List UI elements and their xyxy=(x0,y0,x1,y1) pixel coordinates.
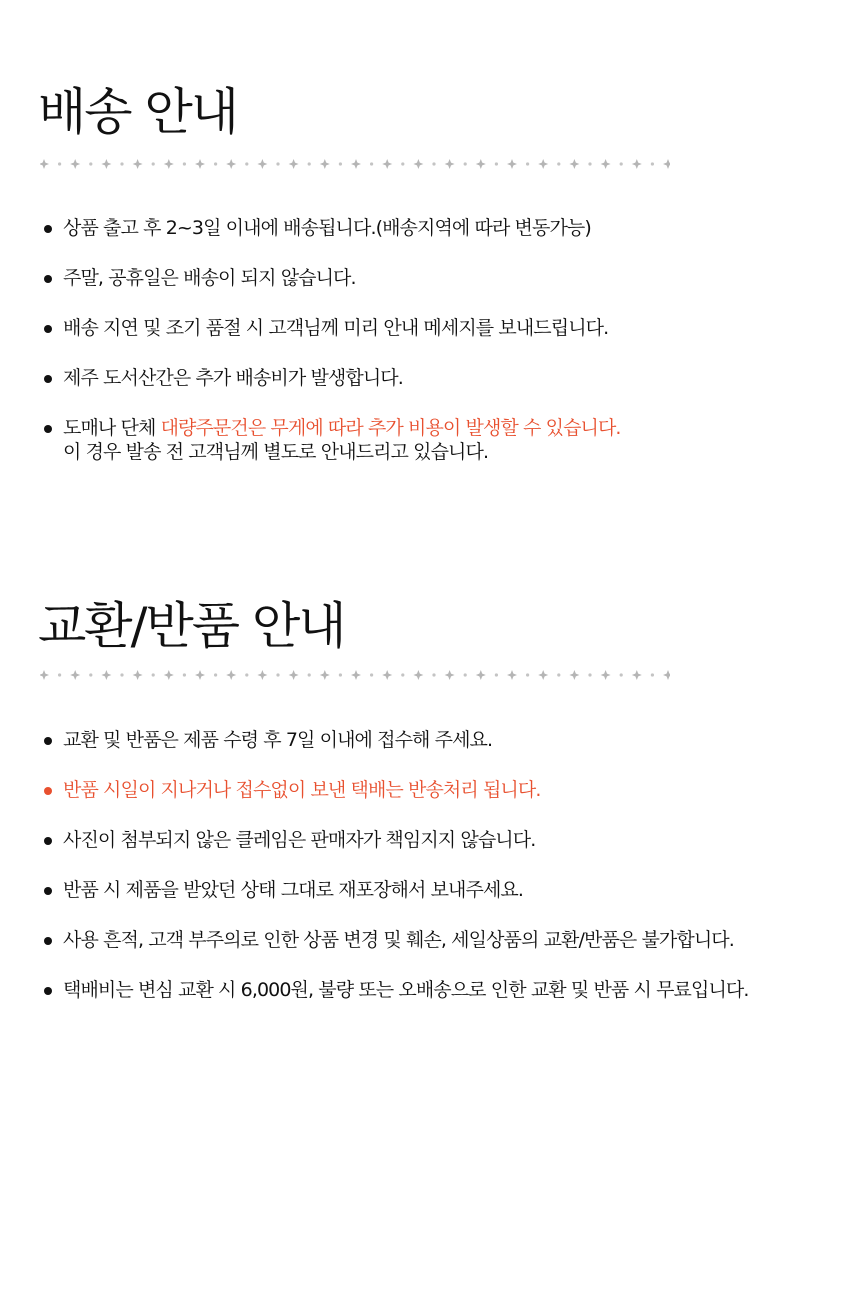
dot-icon xyxy=(245,673,248,676)
dot-icon xyxy=(620,162,623,165)
dot-icon xyxy=(588,162,591,165)
dot-icon xyxy=(339,673,342,676)
sparkle-icon xyxy=(257,670,267,680)
returns-item-text: 사용 흔적, 고객 부주의로 인한 상품 변경 및 훼손, 세일상품의 교환/반품은 불가합니다. xyxy=(63,929,734,951)
sparkle-icon xyxy=(382,670,392,680)
shipping-list xyxy=(44,216,621,490)
dot-icon xyxy=(339,162,342,165)
shipping-item-delay xyxy=(44,316,621,340)
bullet-icon xyxy=(44,837,52,845)
bullet-icon xyxy=(44,325,52,333)
sparkle-icon xyxy=(195,670,205,680)
sparkle-icon xyxy=(320,670,330,680)
returns-item-damage xyxy=(44,928,749,952)
sparkle-icon xyxy=(569,670,579,680)
sparkle-icon xyxy=(413,670,423,680)
dot-icon xyxy=(401,162,404,165)
dot-icon xyxy=(495,673,498,676)
bulk-line2: 이 경우 발송 전 고객님께 별도로 안내드리고 있습니다. xyxy=(63,441,489,463)
returns-item-rejected xyxy=(44,778,749,802)
dot-icon xyxy=(152,673,155,676)
bullet-icon xyxy=(44,787,52,795)
dot-icon xyxy=(370,162,373,165)
sparkle-icon xyxy=(632,670,642,680)
sparkle-icon xyxy=(133,670,143,680)
dot-icon xyxy=(152,162,155,165)
returns-item-repack xyxy=(44,878,749,902)
sparkle-icon xyxy=(476,670,486,680)
returns-item-text: 사진이 첨부되지 않은 클레임은 판매자가 책임지지 않습니다. xyxy=(63,829,536,851)
dot-icon xyxy=(245,162,248,165)
dot-icon xyxy=(308,673,311,676)
returns-item-text: 반품 시 제품을 받았던 상태 그대로 재포장해서 보내주세요. xyxy=(63,879,524,901)
sparkle-icon xyxy=(101,670,111,680)
bulk-highlight: 대량주문건은 무게에 따라 추가 비용이 발생할 수 있습니다. xyxy=(160,417,621,439)
dot-icon xyxy=(432,673,435,676)
bullet-icon xyxy=(44,737,52,745)
returns-title: 교환/반품 안내 xyxy=(38,597,345,655)
sparkle-icon xyxy=(70,670,80,680)
dot-icon xyxy=(557,673,560,676)
dot-icon xyxy=(183,673,186,676)
bullet-icon xyxy=(44,887,52,895)
sparkle-icon xyxy=(226,159,236,169)
shipping-item-text: 상품 출고 후 2~3일 이내에 배송됩니다.(배송지역에 따라 변동가능) xyxy=(63,217,591,239)
sparkle-icon xyxy=(289,159,299,169)
sparkle-icon xyxy=(351,670,361,680)
bullet-icon xyxy=(44,225,52,233)
sparkle-icon xyxy=(507,670,517,680)
sparkle-icon xyxy=(445,670,455,680)
sparkle-icon xyxy=(351,159,361,169)
sparkle-icon xyxy=(538,670,548,680)
dot-icon xyxy=(588,673,591,676)
sparkle-icon xyxy=(133,159,143,169)
sparkle-icon xyxy=(476,159,486,169)
dot-icon xyxy=(464,673,467,676)
dot-icon xyxy=(214,673,217,676)
dot-icon xyxy=(651,673,654,676)
dot-icon xyxy=(89,673,92,676)
bullet-icon xyxy=(44,425,52,433)
dot-icon xyxy=(308,162,311,165)
returns-item-text: 교환 및 반품은 제품 수령 후 7일 이내에 접수해 주세요. xyxy=(63,729,493,751)
bullet-icon xyxy=(44,987,52,995)
dot-icon xyxy=(401,673,404,676)
bullet-icon xyxy=(44,275,52,283)
shipping-item-text: 주말, 공휴일은 배송이 되지 않습니다. xyxy=(63,267,356,289)
sparkle-icon xyxy=(164,159,174,169)
sparkle-icon xyxy=(101,159,111,169)
sparkle-icon xyxy=(40,670,49,680)
returns-item-text: 반품 시일이 지나거나 접수없이 보낸 택배는 반송처리 됩니다. xyxy=(63,779,541,801)
sparkle-icon xyxy=(289,670,299,680)
shipping-item-text: 배송 지연 및 조기 품절 시 고객님께 미리 안내 메세지를 보내드립니다. xyxy=(63,317,609,339)
sparkle-icon xyxy=(195,159,205,169)
dot-icon xyxy=(464,162,467,165)
bullet-icon xyxy=(44,937,52,945)
shipping-item-jeju xyxy=(44,366,621,390)
returns-item-fee xyxy=(44,978,749,1002)
sparkle-icon xyxy=(257,159,267,169)
dot-icon xyxy=(276,162,279,165)
dot-icon xyxy=(370,673,373,676)
sparkle-icon xyxy=(569,159,579,169)
returns-item-deadline xyxy=(44,728,749,752)
sparkle-icon xyxy=(382,159,392,169)
shipping-item-holiday xyxy=(44,266,621,290)
dot-icon xyxy=(120,162,123,165)
dot-icon xyxy=(58,162,61,165)
returns-list xyxy=(44,728,749,1028)
dot-icon xyxy=(432,162,435,165)
shipping-divider xyxy=(40,158,670,170)
dot-icon xyxy=(557,162,560,165)
dot-icon xyxy=(89,162,92,165)
sparkle-icon xyxy=(632,159,642,169)
sparkle-icon xyxy=(40,159,49,169)
sparkle-icon xyxy=(538,159,548,169)
dot-icon xyxy=(276,673,279,676)
sparkle-icon xyxy=(164,670,174,680)
sparkle-icon xyxy=(601,670,611,680)
dot-icon xyxy=(526,162,529,165)
sparkle-icon xyxy=(320,159,330,169)
shipping-item-text: 제주 도서산간은 추가 배송비가 발생합니다. xyxy=(63,367,403,389)
dot-icon xyxy=(120,673,123,676)
shipping-item-bulk xyxy=(44,416,621,464)
sparkle-icon xyxy=(226,670,236,680)
dot-icon xyxy=(183,162,186,165)
sparkle-icon xyxy=(70,159,80,169)
dot-icon xyxy=(58,673,61,676)
sparkle-icon xyxy=(663,670,670,680)
dot-icon xyxy=(620,673,623,676)
shipping-item-release xyxy=(44,216,621,240)
returns-item-text: 택배비는 변심 교환 시 6,000원, 불량 또는 오배송으로 인한 교환 및 반품 시 무료입니다. xyxy=(63,979,749,1001)
sparkle-icon xyxy=(601,159,611,169)
dot-icon xyxy=(651,162,654,165)
returns-item-photo xyxy=(44,828,749,852)
bulk-prefix: 도매나 단체 xyxy=(63,417,161,439)
sparkle-icon xyxy=(507,159,517,169)
dot-icon xyxy=(526,673,529,676)
bullet-icon xyxy=(44,375,52,383)
dot-icon xyxy=(214,162,217,165)
returns-divider xyxy=(40,669,670,681)
sparkle-icon xyxy=(413,159,423,169)
shipping-title: 배송 안내 xyxy=(38,83,238,141)
sparkle-icon xyxy=(445,159,455,169)
dot-icon xyxy=(495,162,498,165)
sparkle-icon xyxy=(663,159,670,169)
